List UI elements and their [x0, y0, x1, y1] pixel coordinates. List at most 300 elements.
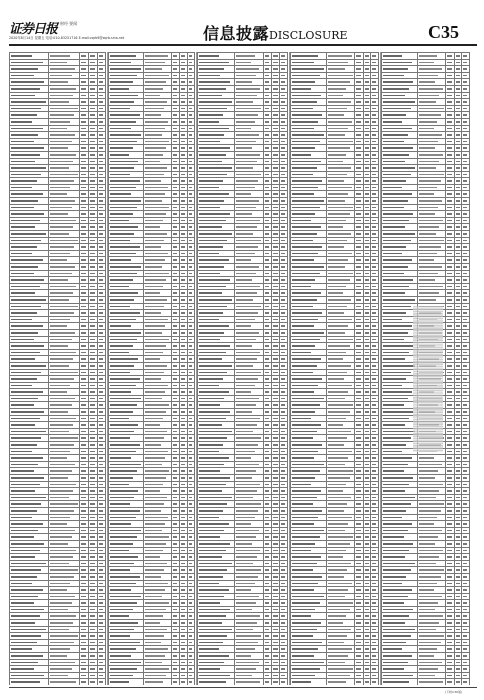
table-row [109, 53, 195, 60]
table-cell [80, 105, 89, 112]
text-placeholder [50, 431, 69, 433]
text-placeholder [189, 259, 193, 261]
table-cell [10, 587, 49, 594]
table-cell [263, 606, 272, 613]
table-cell [10, 389, 49, 396]
table-row [291, 494, 379, 501]
text-placeholder [50, 253, 70, 255]
text-placeholder [281, 629, 285, 631]
table-cell [371, 606, 379, 613]
text-placeholder [145, 339, 169, 341]
text-placeholder [328, 662, 345, 664]
table-cell [363, 125, 371, 132]
table-cell [355, 145, 363, 152]
text-placeholder [173, 68, 177, 70]
text-placeholder [356, 404, 360, 406]
text-placeholder [145, 306, 164, 308]
table-cell [171, 198, 179, 205]
text-placeholder [99, 543, 103, 545]
text-placeholder [265, 207, 270, 209]
table-cell [198, 461, 235, 468]
text-placeholder [356, 372, 360, 374]
text-placeholder [11, 187, 32, 189]
table-cell [326, 310, 354, 317]
table-cell [371, 415, 379, 422]
table-cell [171, 415, 179, 422]
text-placeholder [281, 404, 285, 406]
text-placeholder [356, 128, 360, 130]
table-cell [280, 296, 288, 303]
text-placeholder [273, 279, 277, 281]
text-placeholder [199, 154, 226, 156]
text-placeholder [99, 312, 103, 314]
text-placeholder [328, 550, 346, 552]
text-placeholder [173, 299, 177, 301]
table-row [109, 171, 195, 178]
text-placeholder [50, 398, 75, 400]
table-row [291, 560, 379, 567]
table-cell [263, 567, 272, 574]
text-placeholder [145, 372, 164, 374]
table-cell [180, 672, 187, 679]
table-cell [363, 514, 371, 521]
text-placeholder [372, 259, 376, 261]
table-row [291, 448, 379, 455]
text-placeholder [292, 510, 322, 512]
text-placeholder [11, 62, 43, 64]
table-cell [109, 165, 144, 172]
table-row [10, 171, 106, 178]
page-number: C35 [428, 22, 459, 42]
text-placeholder [292, 81, 315, 83]
text-placeholder [265, 279, 270, 281]
text-placeholder [99, 286, 103, 288]
text-placeholder [181, 279, 185, 281]
table-cell [363, 376, 371, 383]
text-placeholder [372, 200, 376, 202]
text-placeholder [90, 266, 94, 268]
text-placeholder [292, 75, 320, 77]
text-placeholder [356, 174, 360, 176]
table-cell [272, 296, 280, 303]
text-placeholder [265, 240, 270, 242]
text-placeholder [292, 530, 324, 532]
table-cell [371, 547, 379, 554]
table-cell [97, 587, 105, 594]
table-cell [89, 395, 97, 402]
table-cell [180, 244, 187, 251]
table-cell [49, 105, 80, 112]
text-placeholder [189, 81, 193, 83]
table-cell [89, 277, 97, 284]
table-cell [371, 356, 379, 363]
table-cell [144, 171, 172, 178]
text-placeholder [11, 193, 43, 195]
table-row [10, 125, 106, 132]
text-placeholder [181, 161, 185, 163]
table-cell [10, 125, 49, 132]
text-placeholder [281, 200, 285, 202]
text-placeholder [50, 286, 76, 288]
table-cell [234, 362, 263, 369]
table-row [198, 428, 288, 435]
text-placeholder [328, 622, 343, 624]
text-placeholder [145, 193, 165, 195]
text-placeholder [236, 55, 255, 57]
text-placeholder [90, 668, 94, 670]
table-cell [80, 461, 89, 468]
text-placeholder [372, 266, 376, 268]
text-placeholder [292, 345, 315, 347]
text-placeholder [281, 121, 285, 123]
table-cell [180, 534, 187, 541]
text-placeholder [356, 583, 360, 585]
text-placeholder [181, 358, 185, 360]
table-cell [10, 666, 49, 673]
text-placeholder [181, 615, 185, 617]
text-placeholder [181, 101, 185, 103]
table-cell [198, 468, 235, 475]
text-placeholder [265, 306, 270, 308]
table-cell [89, 211, 97, 218]
table-row [198, 481, 288, 488]
table-cell [187, 72, 194, 79]
table-cell [280, 237, 288, 244]
table-cell [326, 145, 354, 152]
table-cell [263, 145, 272, 152]
text-placeholder [145, 484, 163, 486]
text-placeholder [11, 523, 43, 525]
text-placeholder [99, 655, 103, 657]
text-placeholder [265, 365, 270, 367]
table-cell [144, 158, 172, 165]
table-cell [198, 620, 235, 627]
table-cell [109, 435, 144, 442]
text-placeholder [236, 675, 253, 677]
table-row [291, 231, 379, 238]
text-placeholder [81, 536, 86, 538]
table-cell [263, 369, 272, 376]
text-placeholder [110, 193, 131, 195]
table-cell [291, 369, 327, 376]
table-cell [97, 211, 105, 218]
table-row [109, 554, 195, 561]
text-placeholder [328, 68, 345, 70]
table-cell [180, 547, 187, 554]
text-placeholder [99, 681, 103, 683]
text-placeholder [328, 404, 353, 406]
table-cell [89, 112, 97, 119]
text-placeholder [372, 550, 376, 552]
table-cell [80, 567, 89, 574]
text-placeholder [281, 431, 285, 433]
text-placeholder [265, 62, 270, 64]
table-cell [326, 303, 354, 310]
text-placeholder [328, 431, 351, 433]
text-placeholder [265, 398, 270, 400]
table-cell [198, 85, 235, 92]
text-placeholder [81, 629, 86, 631]
table-cell [263, 316, 272, 323]
text-placeholder [328, 101, 351, 103]
text-placeholder [90, 141, 94, 143]
table-row [291, 72, 379, 79]
text-placeholder [372, 503, 376, 505]
text-placeholder [265, 259, 270, 261]
table-cell [371, 178, 379, 185]
table-cell [180, 395, 187, 402]
table-cell [89, 244, 97, 251]
text-placeholder [328, 675, 350, 677]
text-placeholder [90, 167, 94, 169]
text-placeholder [199, 391, 229, 393]
table-cell [144, 679, 172, 685]
text-placeholder [173, 312, 177, 314]
text-placeholder [50, 200, 75, 202]
text-placeholder [372, 563, 376, 565]
table-cell [363, 343, 371, 350]
table-row [291, 409, 379, 416]
newspaper-logo: 证券日报 [9, 22, 58, 37]
table-cell [363, 646, 371, 653]
table-cell [198, 600, 235, 607]
text-placeholder [90, 273, 94, 275]
text-placeholder [99, 246, 103, 248]
table-cell [355, 53, 363, 60]
table-cell [355, 310, 363, 317]
table-cell [363, 567, 371, 574]
table-cell [363, 488, 371, 495]
table-cell [109, 659, 144, 666]
table-cell [198, 125, 235, 132]
table-cell [97, 620, 105, 627]
text-placeholder [189, 378, 193, 380]
text-placeholder [99, 81, 103, 83]
table-row [198, 105, 288, 112]
text-placeholder [11, 55, 32, 57]
text-placeholder [99, 273, 103, 275]
table-row [198, 66, 288, 73]
text-placeholder [181, 62, 185, 64]
text-placeholder [281, 352, 285, 354]
text-placeholder [50, 95, 73, 97]
text-placeholder [81, 220, 86, 222]
table-cell [109, 593, 144, 600]
table-cell [263, 547, 272, 554]
table-cell [326, 382, 354, 389]
text-placeholder [356, 266, 360, 268]
text-placeholder [328, 174, 347, 176]
text-placeholder [189, 635, 193, 637]
table-cell [363, 369, 371, 376]
text-placeholder [273, 180, 277, 182]
table-cell [272, 270, 280, 277]
table-cell [371, 488, 379, 495]
text-placeholder [50, 451, 70, 453]
table-cell [187, 59, 194, 66]
text-placeholder [281, 312, 285, 314]
table-cell [272, 376, 280, 383]
table-cell [291, 600, 327, 607]
table-cell [371, 567, 379, 574]
text-placeholder [81, 622, 86, 624]
text-placeholder [236, 332, 259, 334]
table-cell [171, 310, 179, 317]
text-placeholder [110, 259, 131, 261]
text-placeholder [99, 253, 103, 255]
table-cell [272, 316, 280, 323]
table-cell [80, 521, 89, 528]
text-placeholder [328, 596, 345, 598]
table-cell [80, 151, 89, 158]
table-cell [280, 264, 288, 271]
text-placeholder [281, 470, 285, 472]
table-cell [10, 59, 49, 66]
text-placeholder [50, 167, 69, 169]
text-placeholder [50, 114, 74, 116]
text-placeholder [50, 391, 67, 393]
text-placeholder [173, 128, 177, 130]
table-cell [144, 244, 172, 251]
table-row [198, 415, 288, 422]
text-placeholder [173, 615, 177, 617]
text-placeholder [81, 332, 86, 334]
table-cell [291, 646, 327, 653]
table-cell [187, 540, 194, 547]
text-placeholder [292, 128, 314, 130]
table-cell [49, 349, 80, 356]
table-row [109, 646, 195, 653]
text-placeholder [273, 134, 277, 136]
table-row [10, 521, 106, 528]
table-cell [144, 521, 172, 528]
text-placeholder [173, 200, 177, 202]
table-cell [49, 217, 80, 224]
text-placeholder [50, 464, 75, 466]
table-row [109, 310, 195, 317]
table-cell [10, 514, 49, 521]
table-cell [171, 600, 179, 607]
table-cell [263, 217, 272, 224]
text-placeholder [99, 213, 103, 215]
text-placeholder [11, 385, 32, 387]
text-placeholder [236, 517, 255, 519]
table-row [109, 323, 195, 330]
table-cell [180, 507, 187, 514]
table-row [198, 92, 288, 99]
text-placeholder [281, 95, 285, 97]
table-cell [180, 204, 187, 211]
text-placeholder [110, 207, 137, 209]
table-cell [10, 165, 49, 172]
table-cell [363, 158, 371, 165]
text-placeholder [110, 339, 137, 341]
table-cell [109, 442, 144, 449]
text-placeholder [99, 583, 103, 585]
text-placeholder [365, 352, 369, 354]
text-placeholder [173, 411, 177, 413]
text-placeholder [281, 622, 285, 624]
text-placeholder [173, 563, 177, 565]
table-cell [234, 244, 263, 251]
text-placeholder [236, 167, 254, 169]
table-cell [171, 99, 179, 106]
table-cell [355, 290, 363, 297]
table-cell [371, 316, 379, 323]
table-row [109, 343, 195, 350]
table-cell [187, 514, 194, 521]
table-cell [234, 250, 263, 257]
text-placeholder [173, 193, 177, 195]
table-cell [363, 270, 371, 277]
text-placeholder [110, 668, 137, 670]
table-cell [187, 422, 194, 429]
table-cell [280, 540, 288, 547]
text-placeholder [292, 306, 313, 308]
text-placeholder [110, 55, 136, 57]
table-cell [263, 112, 272, 119]
text-placeholder [90, 609, 94, 611]
table-cell [291, 620, 327, 627]
table-cell [171, 72, 179, 79]
text-placeholder [372, 134, 376, 136]
text-placeholder [265, 662, 270, 664]
table-cell [49, 336, 80, 343]
text-placeholder [173, 523, 177, 525]
table-cell [144, 395, 172, 402]
text-placeholder [372, 273, 376, 275]
text-placeholder [328, 141, 353, 143]
text-placeholder [236, 411, 253, 413]
table-cell [49, 283, 80, 290]
table-cell [272, 132, 280, 139]
table-cell [187, 178, 194, 185]
table-cell [363, 382, 371, 389]
table-cell [234, 231, 263, 238]
table-cell [326, 593, 354, 600]
table-cell [80, 428, 89, 435]
table-cell [49, 72, 80, 79]
text-placeholder [273, 662, 277, 664]
text-placeholder [356, 530, 360, 532]
text-placeholder [328, 391, 349, 393]
text-placeholder [265, 648, 270, 650]
text-placeholder [356, 596, 360, 598]
table-cell [144, 507, 172, 514]
table-cell [371, 362, 379, 369]
table-row [109, 99, 195, 106]
text-placeholder [372, 517, 376, 519]
text-placeholder [236, 259, 251, 261]
text-placeholder [328, 128, 349, 130]
text-placeholder [356, 510, 360, 512]
table-cell [80, 250, 89, 257]
table-cell [291, 99, 327, 106]
text-placeholder [265, 530, 270, 532]
text-placeholder [145, 352, 163, 354]
text-placeholder [11, 629, 46, 631]
text-placeholder [90, 662, 94, 664]
table-cell [187, 369, 194, 376]
table-cell [187, 507, 194, 514]
table-cell [234, 428, 263, 435]
text-placeholder [81, 550, 86, 552]
table-cell [263, 442, 272, 449]
text-placeholder [173, 536, 177, 538]
table-row [198, 442, 288, 449]
table-cell [234, 118, 263, 125]
text-placeholder [365, 141, 369, 143]
